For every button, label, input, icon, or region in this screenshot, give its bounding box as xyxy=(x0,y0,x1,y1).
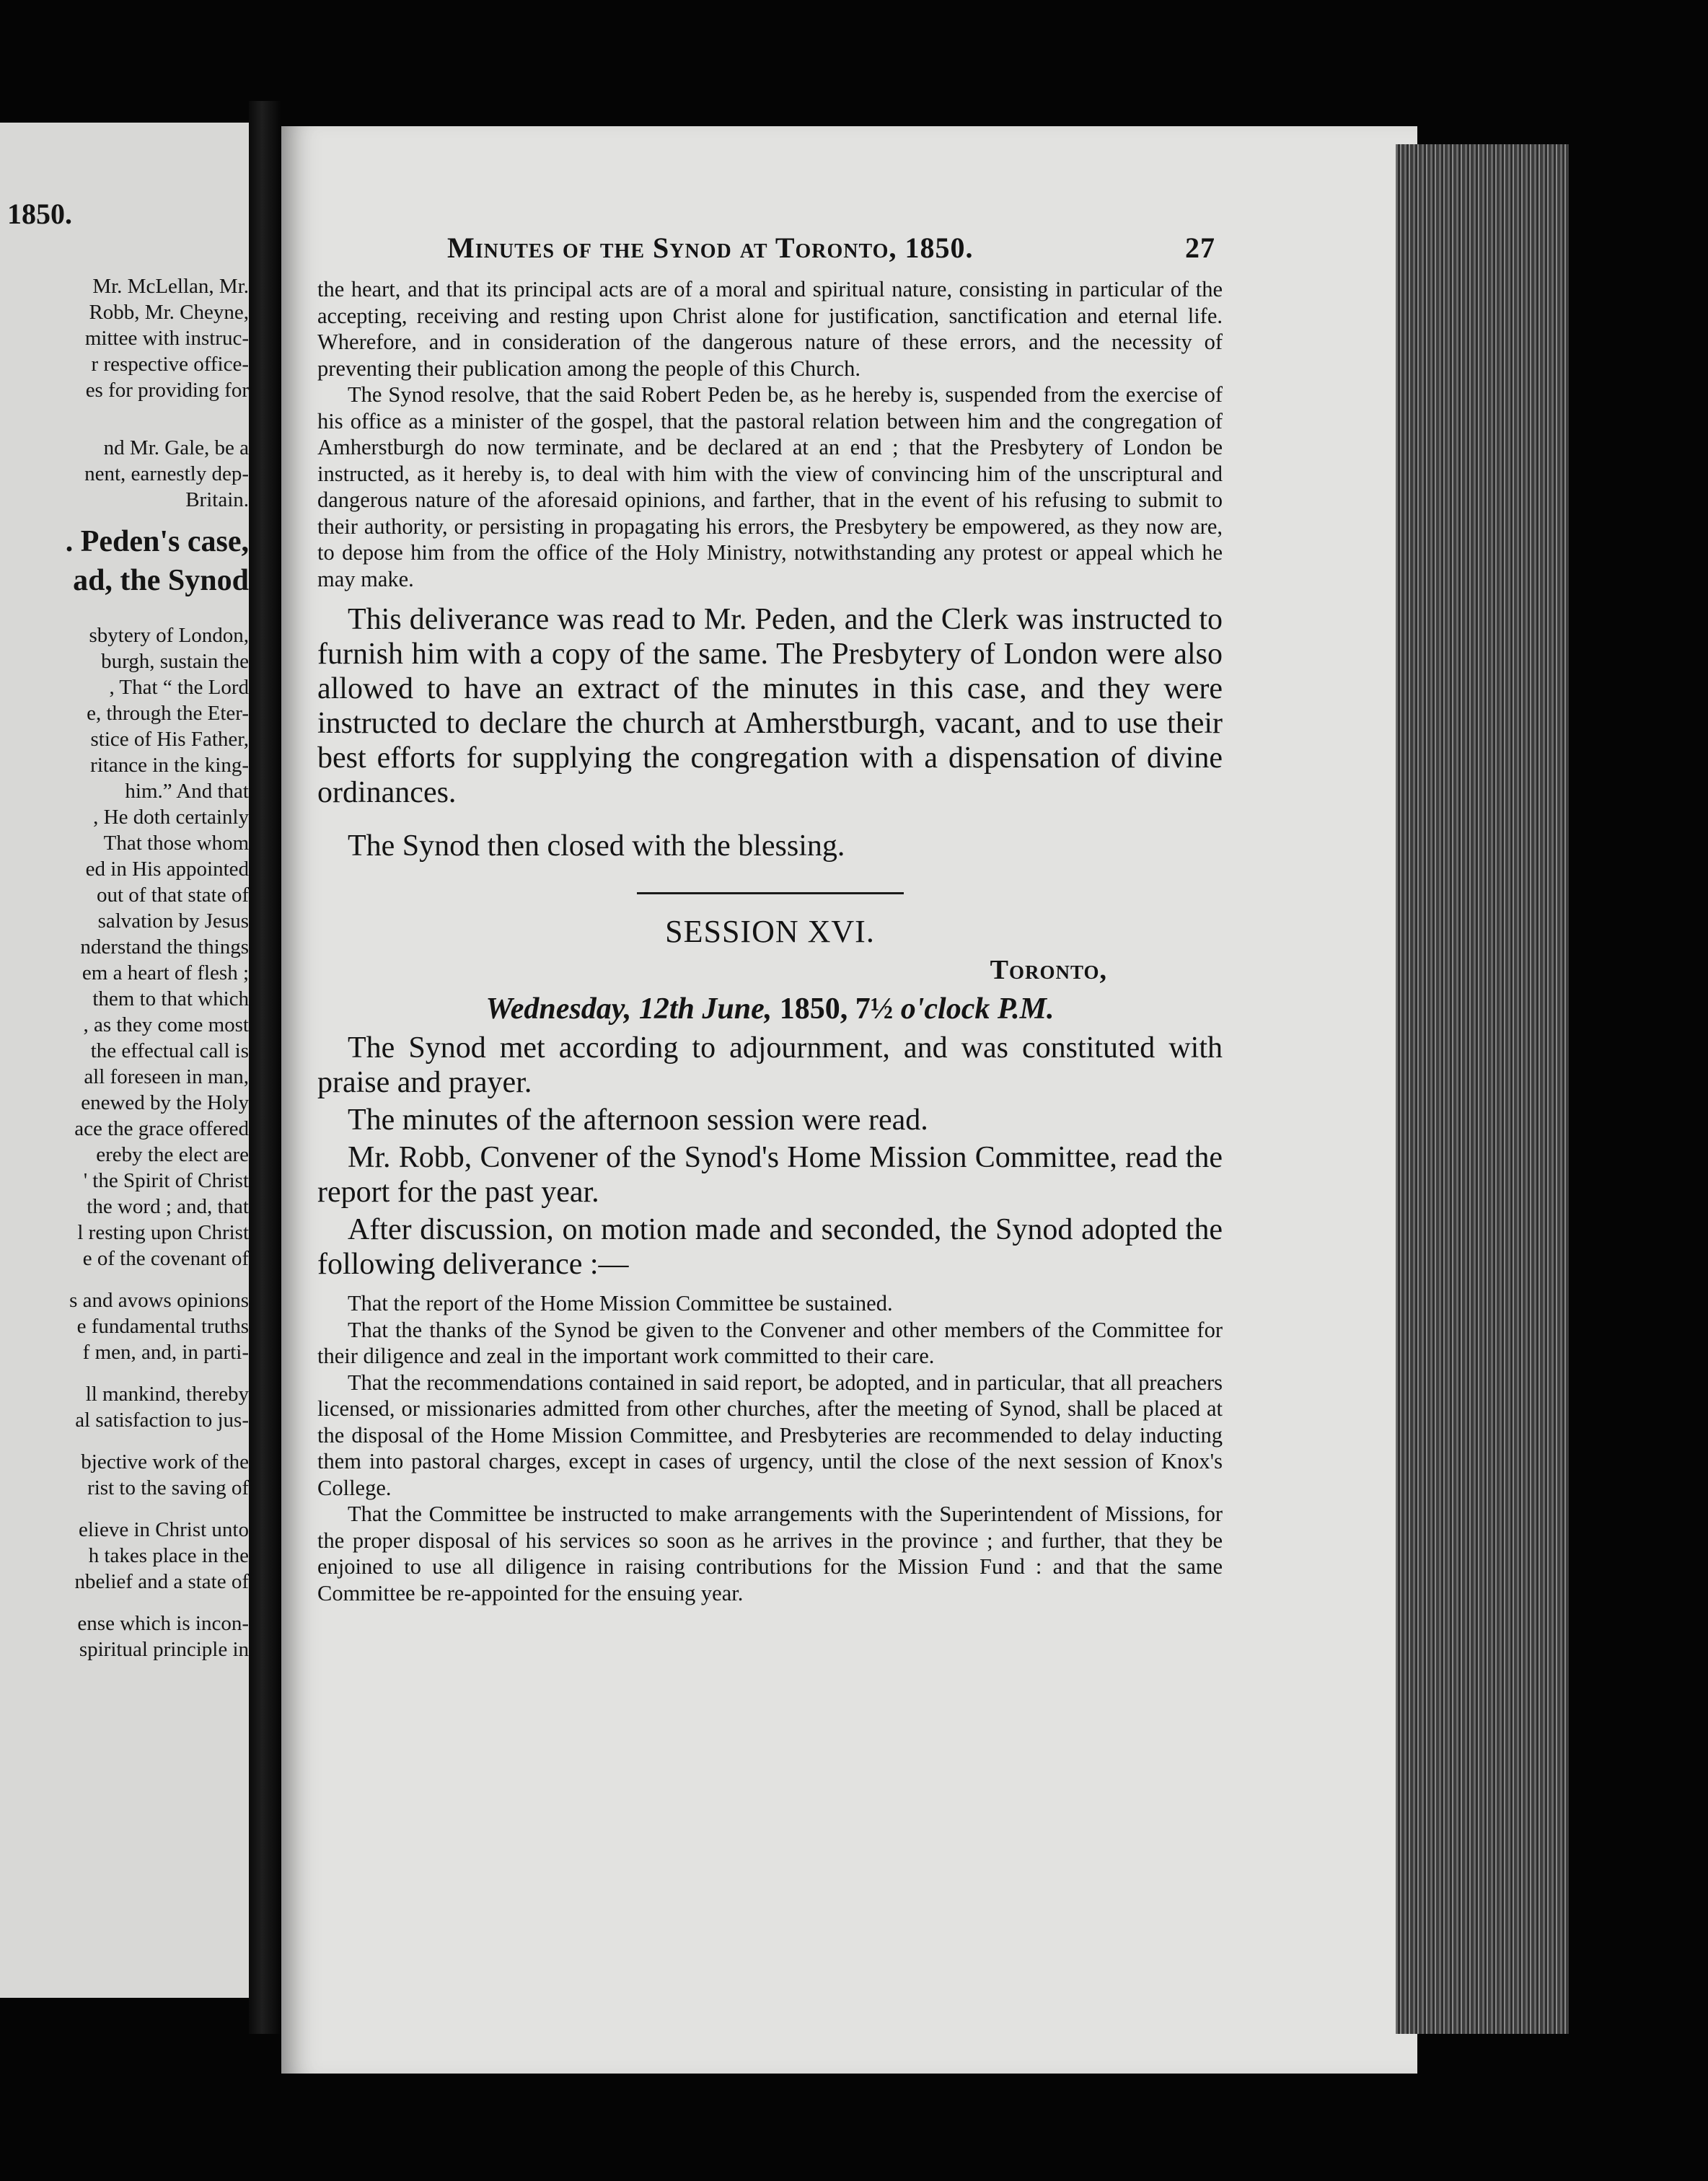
date-day: 12th June, xyxy=(638,992,772,1026)
page-content xyxy=(317,231,1223,1606)
resolution-item: That the recommendations contained in said report, be adopted, and in particular, that all preachers licensed, or missionaries admitted from other churches, after the meeting of Synod, shall be placed at the disposal of the Home Mission Committee, and Presbyteries are recommended to delay inducting them into pastoral charges, except in cases of urgency, until the close of the next session of Knox's College. xyxy=(317,1370,1223,1500)
resolution-item: That the Committee be instructed to make arrangements with the Superintendent of Missions, for the proper disposal of his services so soon as he arrives in the province ; and further, that they be enjoined to use all diligence in raising contributions for the Mission Fund : and that the same Committee be re-appointed for the ensuing year. xyxy=(317,1502,1223,1605)
deliverance-resolution xyxy=(317,1290,1223,1606)
left-page-line: , He doth certainly xyxy=(93,806,249,829)
session-place: Toronto, xyxy=(990,955,1107,985)
left-page-line: elieve in Christ unto xyxy=(79,1518,249,1541)
left-page-line: es for providing for xyxy=(85,379,249,402)
left-page-line: nbelief and a state of xyxy=(74,1570,249,1593)
left-page-line: s and avows opinions xyxy=(69,1289,249,1312)
date-weekday: Wednesday, xyxy=(485,992,632,1026)
left-page-line: That those whom xyxy=(103,832,249,855)
book-gutter xyxy=(249,101,281,2034)
section-divider xyxy=(637,892,904,894)
left-page-line: ' the Spirit of Christ xyxy=(83,1169,249,1192)
left-page-line: , That “ the Lord xyxy=(109,676,249,699)
paragraph: The Synod met according to adjournment, and was constituted with praise and prayer. xyxy=(317,1031,1223,1099)
left-page-line: nent, earnestly dep- xyxy=(84,462,249,485)
left-page-line: r respective office- xyxy=(91,353,249,376)
left-page-line: burgh, sustain the xyxy=(101,650,249,673)
paragraph: This deliverance was read to Mr. Peden, and the Clerk was instructed to furnish him with a copy of the same. The Presbytery of London were also allowed to have an extract of the minutes in this case, and they were instructed to declare the church at Amherstburgh, vacant, and to use their best efforts for supplying the congregation with a dispensation of divine ordinances. xyxy=(317,603,1223,809)
resolution-item: That the report of the Home Mission Committee be sustained. xyxy=(348,1291,893,1316)
session-proceedings xyxy=(317,1031,1223,1282)
left-page-line: rist to the saving of xyxy=(87,1476,249,1499)
previous-page-fragment xyxy=(0,123,249,1998)
small-print-section xyxy=(317,276,1223,592)
left-page-line: nd Mr. Gale, be a xyxy=(103,436,249,459)
paragraph: The Synod resolve, that the said Robert Peden be, as he hereby is, suspended from the exercise of his office as a minister of the gospel, that the pastoral relation between him and the congregation of Amherstburgh do now terminate, and be declared at an end ; that the Presbytery of London be instructed, as it hereby is, to deal with him with the view of convincing him of the unscriptural and dangerous nature of the aforesaid opinions, and farther, that in the event of his refusing to submit to their authority, or persisting in propagating his errors, the Presbytery be empowered, as they now are, to depose him from the office of the Holy Ministry, notwithstanding any protest or appeal which he may make. xyxy=(317,382,1223,591)
left-page-line: mittee with instruc- xyxy=(84,327,249,350)
resolution-item: That the thanks of the Synod be given to the Convener and other members of the Committee for their diligence and zeal in the important work committed to their care. xyxy=(317,1317,1223,1368)
left-page-line: all foreseen in man, xyxy=(84,1065,249,1088)
left-page-line: , as they come most xyxy=(83,1013,249,1036)
left-page-line: stice of His Father, xyxy=(90,728,249,751)
left-page-line: nderstand the things xyxy=(80,935,249,959)
left-page-line: em a heart of flesh ; xyxy=(82,961,249,984)
left-page-line: Mr. McLellan, Mr. xyxy=(92,275,249,298)
left-page-line: the effectual call is xyxy=(90,1039,249,1062)
left-page-line: Robb, Mr. Cheyne, xyxy=(89,301,249,324)
left-page-line: the word ; and, that xyxy=(87,1195,249,1218)
book-page-edges xyxy=(1396,144,1569,2034)
paragraph: The minutes of the afternoon session were read. xyxy=(348,1103,928,1137)
left-page-line: e, through the Eter- xyxy=(87,702,249,725)
paragraph: After discussion, on motion made and seconded, the Synod adopted the following deliverance :— xyxy=(317,1213,1223,1281)
left-page-line: them to that which xyxy=(92,987,249,1010)
left-page-line: ense which is incon- xyxy=(77,1612,249,1635)
left-page-line: al satisfaction to jus- xyxy=(75,1409,249,1432)
large-print-section xyxy=(317,602,1223,863)
left-page-line: h takes place in the xyxy=(88,1544,249,1567)
left-page-line: out of that state of xyxy=(96,884,249,907)
left-page-line: f men, and, in parti- xyxy=(82,1341,249,1364)
left-page-line: ad, the Synod xyxy=(73,564,249,597)
session-title: SESSION XVI. xyxy=(665,914,875,949)
left-running-head: 1850. xyxy=(7,198,72,230)
left-page-line: e fundamental truths xyxy=(76,1315,249,1338)
closing-line: The Synod then closed with the blessing. xyxy=(348,829,845,863)
left-page-line: him.” And that xyxy=(125,780,249,803)
left-page-line: ritance in the king- xyxy=(90,754,249,777)
running-head-title: Minutes of the Synod at Toronto, 1850. xyxy=(447,232,974,264)
page-number: 27 xyxy=(1185,232,1215,264)
paragraph: Mr. Robb, Convener of the Synod's Home Mission Committee, read the report for the past year. xyxy=(317,1141,1223,1209)
left-page-line: enewed by the Holy xyxy=(81,1091,249,1114)
left-page-line: e of the covenant of xyxy=(82,1247,249,1270)
running-head xyxy=(447,231,1223,265)
left-page-line: sbytery of London, xyxy=(89,624,249,647)
left-page-line: Britain. xyxy=(185,488,249,511)
left-page-line: ereby the elect are xyxy=(96,1143,249,1166)
left-page-line: ed in His appointed xyxy=(85,858,249,881)
left-page-line: bjective work of the xyxy=(81,1450,249,1473)
left-page-line: spiritual principle in xyxy=(79,1638,249,1661)
paragraph: the heart, and that its principal acts are of a moral and spiritual nature, consisting in particular of the accepting, receiving and resting upon Christ alone for justification, sanctification and eternal life. Wherefore, and in consideration of the dangerous nature of these errors, and the necessity of preventing their publication among the people of this Church. xyxy=(317,277,1223,381)
date-year: 1850, 7½ xyxy=(779,992,894,1026)
left-page-line: l resting upon Christ xyxy=(77,1221,249,1244)
left-page-line: . Peden's case, xyxy=(65,525,249,558)
date-time: o'clock P.M. xyxy=(900,992,1055,1026)
left-page-line: ll mankind, thereby xyxy=(85,1383,249,1406)
left-page-line: salvation by Jesus xyxy=(97,909,249,933)
session-date xyxy=(317,992,1223,1026)
left-page-line: ace the grace offered xyxy=(74,1117,249,1140)
